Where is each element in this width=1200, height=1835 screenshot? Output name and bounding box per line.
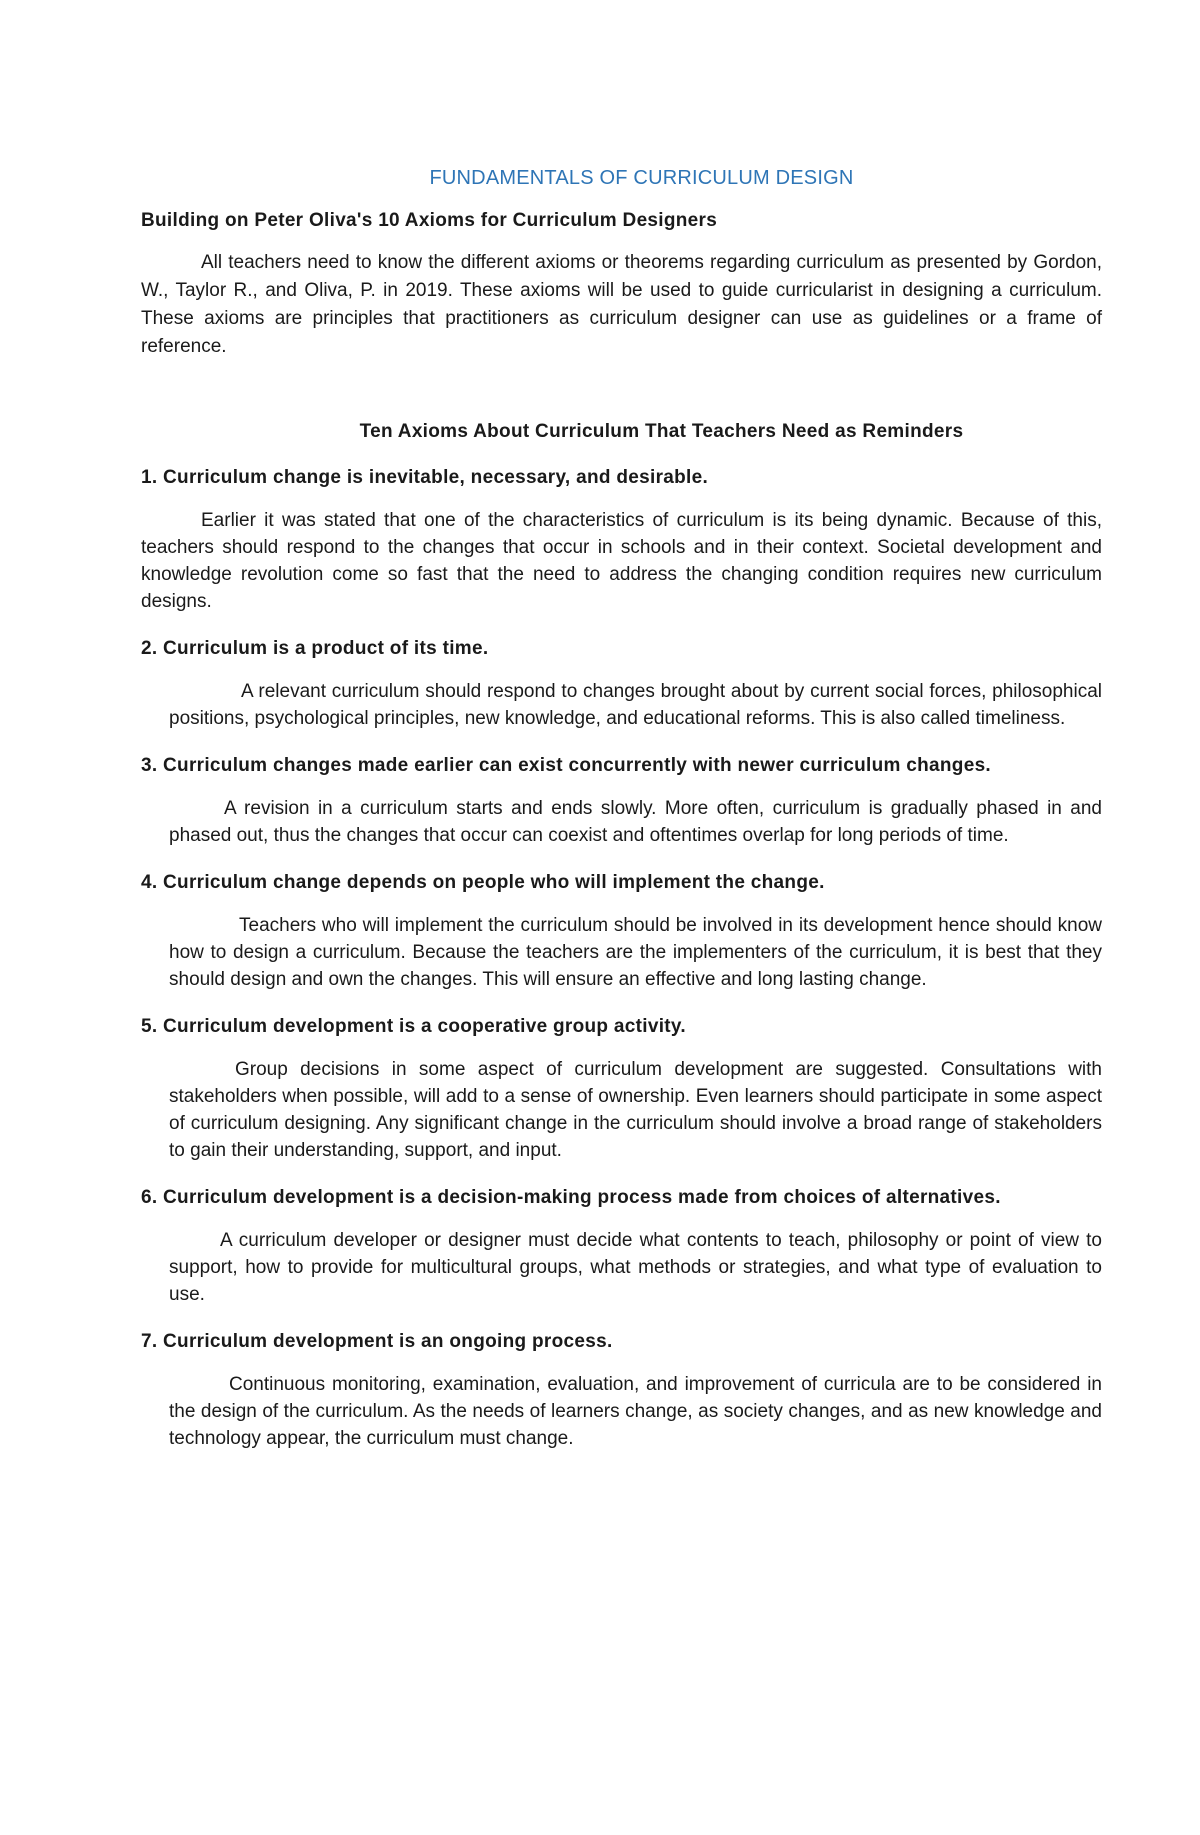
axiom-heading: 4. Curriculum change depends on people who will implement the change. [141,872,825,893]
axiom-5 [141,1016,1102,1164]
axiom-heading: 3. Curriculum changes made earlier can exist concurrently with newer curriculum changes. [141,755,992,776]
axiom-2 [141,638,1102,732]
axiom-body: Teachers who will implement the curriculum should be involved in its development hence should know how to design a curriculum. Because the teachers are the implementers of the curriculum, it is best that they should design and own the changes. This will ensure an effective and long lasting change. [169,915,1102,990]
axiom-1 [141,467,1102,615]
axiom-7 [141,1331,1102,1452]
axiom-heading: 2. Curriculum is a product of its time. [141,638,489,659]
axiom-body: A relevant curriculum should respond to changes brought about by current social forces, philosophical positions, psychological principles, new knowledge, and educational reforms. This is also called timeliness. [169,681,1102,729]
intro-paragraph: All teachers need to know the different axioms or theorems regarding curriculum as presented by Gordon, W., Taylor R., and Oliva, P. in 2019. These axioms will be used to guide curricularist in designing a curriculum. These axioms are principles that practitioners as curriculum designer can use as guidelines or a frame of reference. [141,252,1102,357]
axiom-heading: 6. Curriculum development is a decision-making process made from choices of alternatives. [141,1187,1001,1208]
axiom-heading: 5. Curriculum development is a cooperative group activity. [141,1016,686,1037]
axiom-body: A curriculum developer or designer must decide what contents to teach, philosophy or point of view to support, how to provide for multicultural groups, what methods or strategies, and what type of evaluation to use. [169,1230,1102,1305]
axiom-body: Earlier it was stated that one of the characteristics of curriculum is its being dynamic. Because of this, teachers should respond to the changes that occur in schools and in their context. Societal development and knowledge revolution come so fast that the need to address the changing condition requires new curriculum designs. [141,510,1102,612]
axiom-body: A revision in a curriculum starts and ends slowly. More often, curriculum is gradually phased in and phased out, thus the changes that occur can coexist and oftentimes overlap for long periods of time. [169,798,1102,846]
axiom-body: Group decisions in some aspect of curriculum development are suggested. Consultations with stakeholders when possible, will add to a sense of ownership. Even learners should participate in some aspect of curriculum designing. Any significant change in the curriculum should involve a broad range of stakeholders to gain their understanding, support, and input. [169,1059,1102,1161]
axiom-body: Continuous monitoring, examination, evaluation, and improvement of curricula are to be considered in the design of the curriculum. As the needs of learners change, as society changes, and as new knowledge and technology appear, the curriculum must change. [169,1374,1102,1449]
axiom-heading: 7. Curriculum development is an ongoing process. [141,1331,613,1352]
section-title: Ten Axioms About Curriculum That Teachers Need as Reminders [359,421,964,442]
document-title: FUNDAMENTALS OF CURRICULUM DESIGN [429,167,854,189]
axiom-3 [141,755,1102,849]
axiom-heading: 1. Curriculum change is inevitable, necessary, and desirable. [141,467,709,488]
document-subtitle: Building on Peter Oliva's 10 Axioms for Curriculum Designers [141,210,718,231]
axiom-4 [141,872,1102,993]
axiom-6 [141,1187,1102,1308]
